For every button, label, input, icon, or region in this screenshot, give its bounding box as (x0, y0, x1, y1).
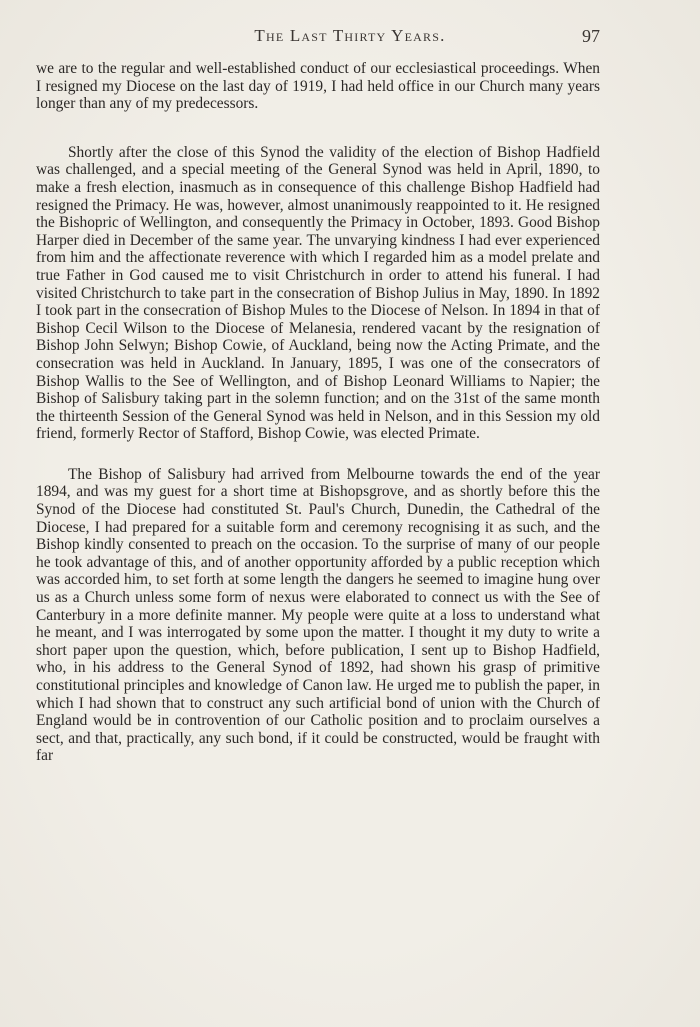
paragraph-hadfield-election: Shortly after the close of this Synod the validity of the election of Bishop Hadfield was challenged, and a special meeting of the General Synod was held in April, 1890, to make a fresh election, inasmuch as in consequence of this challenge Bishop Hadfield had resigned the Primacy. He was, however, almost unanimously reappointed to it. He resigned the Bishopric of Wellington, and consequently the Primacy in October, 1893. Good Bishop Harper died in December of the same year. The unvarying kindness I had ever experienced from him and the affectionate reverence with which I regarded him as a model prelate and true Father in God caused me to visit Christchurch in order to attend his funeral. I had visited Christchurch to take part in the consecration of Bishop Julius in May, 1890. In 1892 I took part in the consecration of Bishop Mules to the Diocese of Nelson. In 1894 in that of Bishop Cecil Wilson to the Diocese of Melanesia, rendered vacant by the resignation of Bishop John Selwyn; Bishop Cowie, of Auckland, being now the Acting Primate, and the consecration was held in Auckland. In January, 1895, I was one of the consecrators of Bishop Wallis to the See of Wellington, and of Bishop Leonard Williams to Napier; the Bishop of Salisbury taking part in the solemn function; and on the 31st of the same month the thirteenth Session of the General Synod was held in Nelson, and in this Session my old friend, formerly Rector of Stafford, Bishop Cowie, was elected Primate. (36, 143, 600, 443)
running-title: The Last Thirty Years. (254, 26, 446, 45)
page-number: 97 (582, 26, 600, 46)
running-head (0, 26, 700, 50)
paragraph-continuation: we are to the regular and well-established conduct of our ecclesiastical proceedings. When I resigned my Diocese on the last day of 1919, I had held office in our Church many years longer than any of my predecessors. (36, 60, 600, 113)
body-text (36, 60, 600, 765)
paragraph-bishop-of-salisbury: The Bishop of Salisbury had arrived from Melbourne towards the end of the year 1894, and was my guest for a short time at Bishopsgrove, and as shortly before this the Synod of the Diocese had constituted St. Paul's Church, Dunedin, the Cathedral of the Diocese, I had prepared for a suitable form and ceremony recognising it as such, and the Bishop kindly consented to preach on the occasion. To the surprise of many of our people he took advantage of this, and of another opportunity afforded by a public reception which was accorded him, to set forth at some length the dangers he seemed to imagine hung over us as a Church unless some form of nexus were elaborated to connect us with the See of Canterbury in a more definite manner. My people were quite at a loss to understand what he meant, and I was interrogated by some upon the matter. I thought it my duty to write a short paper upon the question, which, before publication, I sent up to Bishop Hadfield, who, in his address to the General Synod of 1892, had shown his grasp of primitive constitutional principles and knowledge of Canon law. He urged me to publish the paper, in which I had shown that to construct any such artificial bond of union with the Church of England would be in controvention of our Catholic position and to proclaim ourselves a sect, and that, practically, any such bond, if it could be constructed, would be fraught with far (36, 465, 600, 765)
